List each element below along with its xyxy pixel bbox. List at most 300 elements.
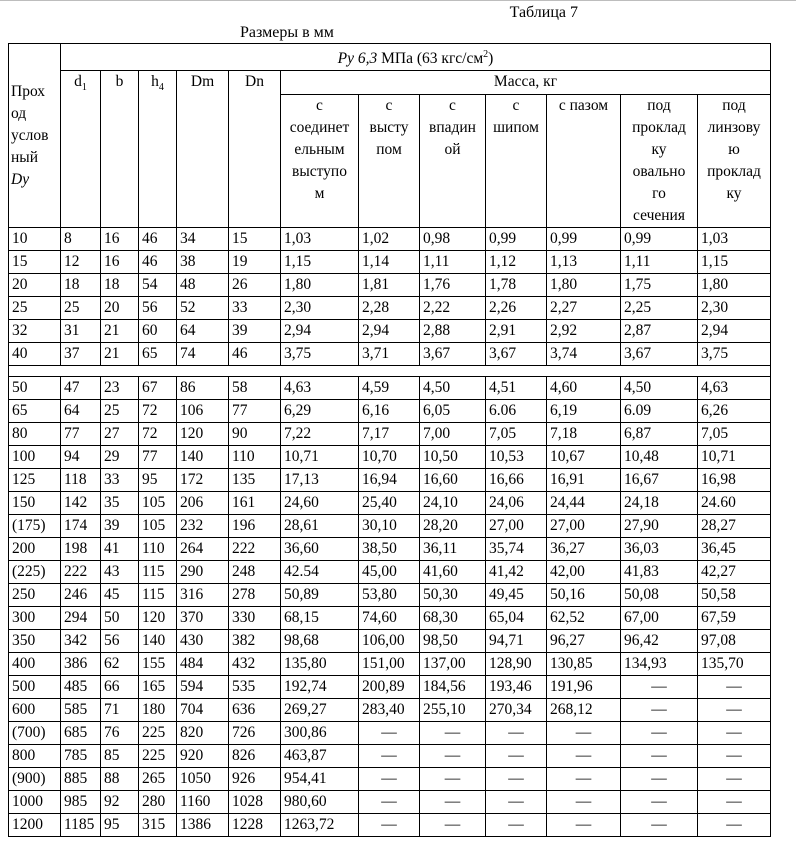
- table-cell: 88: [101, 768, 139, 791]
- mass-column-header-line: ку: [726, 185, 742, 203]
- top-rule: [0, 0, 796, 1]
- table-cell: —: [621, 722, 698, 745]
- table-cell: 222: [229, 538, 281, 561]
- table-cell: 90: [229, 423, 281, 446]
- table-cell: 115: [139, 584, 177, 607]
- table-cell: 62: [101, 653, 139, 676]
- table-cell: 0,99: [621, 228, 698, 251]
- table-cell: 92: [101, 791, 139, 814]
- table-cell: 200,89: [359, 676, 420, 699]
- table-cell: 1,03: [281, 228, 359, 251]
- table-cell: 954,41: [281, 768, 359, 791]
- table-cell: 198: [61, 538, 101, 561]
- table-cell: 34: [177, 228, 229, 251]
- mass-column-header-line: с: [385, 97, 393, 115]
- table-cell: 85: [101, 745, 139, 768]
- mass-column-header-line: впадин: [429, 119, 476, 137]
- table-cell: 278: [229, 584, 281, 607]
- table-cell: 280: [139, 791, 177, 814]
- table-cell: 16,98: [698, 469, 771, 492]
- table-cell: 56: [101, 630, 139, 653]
- table-cell: 1,13: [547, 251, 621, 274]
- table-cell: 1,14: [359, 251, 420, 274]
- table-cell: 200: [9, 538, 61, 561]
- table-cell: 330: [229, 607, 281, 630]
- table-cell: 72: [139, 423, 177, 446]
- table-cell: —: [420, 768, 486, 791]
- table-cell: 118: [61, 469, 101, 492]
- table-cell: 1,15: [281, 251, 359, 274]
- table-cell: 42,27: [698, 561, 771, 584]
- table-cell: (700): [9, 722, 61, 745]
- table-cell: (225): [9, 561, 61, 584]
- dy-header-line: Прох: [11, 82, 46, 100]
- mass-column-header-line: ельным: [294, 141, 345, 159]
- table-cell: 96,27: [547, 630, 621, 653]
- table-row: [9, 377, 771, 400]
- table-cell: 3,75: [698, 343, 771, 366]
- table-cell: 430: [177, 630, 229, 653]
- table-cell: 38,50: [359, 538, 420, 561]
- table-cell: 105: [139, 515, 177, 538]
- table-row: [9, 297, 771, 320]
- table-cell: 18: [61, 274, 101, 297]
- table-cell: 3,67: [486, 343, 547, 366]
- table-cell: 191,96: [547, 676, 621, 699]
- table-cell: —: [698, 699, 771, 722]
- table-cell: 2,25: [621, 297, 698, 320]
- table-cell: 6,87: [621, 423, 698, 446]
- table-cell: 15: [9, 251, 61, 274]
- table-cell: 105: [139, 492, 177, 515]
- table-cell: 6,19: [547, 400, 621, 423]
- mass-column-header-line: под: [722, 97, 746, 115]
- table-row: [9, 423, 771, 446]
- table-cell: 300,86: [281, 722, 359, 745]
- table-cell: 535: [229, 676, 281, 699]
- table-cell: 45,00: [359, 561, 420, 584]
- table-cell: 685: [61, 722, 101, 745]
- table-caption: Таблица 7: [509, 4, 578, 21]
- table-cell: 196: [229, 515, 281, 538]
- table-cell: 2,30: [698, 297, 771, 320]
- table-cell: 342: [61, 630, 101, 653]
- table-cell: 206: [177, 492, 229, 515]
- table-cell: 20: [9, 274, 61, 297]
- table-cell: 785: [61, 745, 101, 768]
- table-cell: (175): [9, 515, 61, 538]
- table-cell: 1050: [177, 768, 229, 791]
- table-cell: 36,45: [698, 538, 771, 561]
- table-row: [9, 469, 771, 492]
- mass-column-header: [359, 95, 420, 228]
- table-cell: 134,93: [621, 653, 698, 676]
- table-cell: 400: [9, 653, 61, 676]
- mass-column-header-line: овально: [632, 163, 686, 181]
- table-cell: 7,00: [420, 423, 486, 446]
- table-cell: 39: [101, 515, 139, 538]
- mass-column-header-line: соединет: [289, 119, 350, 137]
- table-cell: 25,40: [359, 492, 420, 515]
- table-cell: 1,81: [359, 274, 420, 297]
- table-cell: 4,50: [420, 377, 486, 400]
- table-cell: 64: [61, 400, 101, 423]
- table-row: [9, 722, 771, 745]
- table-cell: 49,45: [486, 584, 547, 607]
- table-cell: —: [547, 768, 621, 791]
- table-cell: 594: [177, 676, 229, 699]
- table-cell: 30,10: [359, 515, 420, 538]
- table-cell: 165: [139, 676, 177, 699]
- table-cell: 74,60: [359, 607, 420, 630]
- table-cell: 500: [9, 676, 61, 699]
- table-cell: 27,00: [486, 515, 547, 538]
- table-cell: 2,28: [359, 297, 420, 320]
- table-cell: —: [359, 722, 420, 745]
- table-cell: 24,06: [486, 492, 547, 515]
- table-cell: 42,00: [547, 561, 621, 584]
- table-cell: 2,92: [547, 320, 621, 343]
- table-cell: 350: [9, 630, 61, 653]
- table-cell: —: [547, 745, 621, 768]
- table-row: [9, 584, 771, 607]
- table-row: [9, 791, 771, 814]
- table-row: [9, 561, 771, 584]
- table-cell: 135,70: [698, 653, 771, 676]
- table-cell: 432: [229, 653, 281, 676]
- table-cell: 52: [177, 297, 229, 320]
- table-cell: 16: [101, 228, 139, 251]
- table-row: [9, 538, 771, 561]
- table-cell: 43: [101, 561, 139, 584]
- table-cell: 16,66: [486, 469, 547, 492]
- table-cell: 232: [177, 515, 229, 538]
- table-cell: 68,30: [420, 607, 486, 630]
- table-cell: 18: [101, 274, 139, 297]
- table-cell: 95: [101, 814, 139, 837]
- table-cell: 585: [61, 699, 101, 722]
- table-cell: 2,94: [698, 320, 771, 343]
- table-row: [9, 676, 771, 699]
- table-cell: —: [621, 791, 698, 814]
- table-cell: 7,05: [486, 423, 547, 446]
- table-cell: —: [486, 745, 547, 768]
- table-cell: 100: [9, 446, 61, 469]
- table-cell: 10,71: [698, 446, 771, 469]
- table-row: [9, 492, 771, 515]
- table-cell: —: [698, 791, 771, 814]
- mass-column-header-line: с пазом: [558, 97, 609, 115]
- table-cell: 20: [101, 297, 139, 320]
- table-cell: 1185: [61, 814, 101, 837]
- table-cell: 0,98: [420, 228, 486, 251]
- table-cell: 58: [229, 377, 281, 400]
- table-cell: 2,87: [621, 320, 698, 343]
- table-cell: 77: [61, 423, 101, 446]
- table-cell: 1,12: [486, 251, 547, 274]
- table-cell: 50,30: [420, 584, 486, 607]
- table-cell: 270,34: [486, 699, 547, 722]
- table-cell: 36,03: [621, 538, 698, 561]
- table-cell: 2,30: [281, 297, 359, 320]
- table-row: [9, 274, 771, 297]
- mass-column-header-line: м: [314, 185, 325, 203]
- table-cell: 39: [229, 320, 281, 343]
- table-cell: 4,60: [547, 377, 621, 400]
- mass-column-header: [281, 95, 359, 228]
- dy-header-line: услов: [11, 126, 49, 144]
- table-cell: 38: [177, 251, 229, 274]
- table-cell: 4,63: [281, 377, 359, 400]
- dn-header: Dn: [229, 71, 281, 228]
- table-cell: 46: [139, 251, 177, 274]
- mass-column-header-line: под: [647, 97, 671, 115]
- table-cell: 726: [229, 722, 281, 745]
- table-cell: 128,90: [486, 653, 547, 676]
- table-cell: 24,60: [281, 492, 359, 515]
- table-cell: 21: [101, 343, 139, 366]
- table-cell: 80: [9, 423, 61, 446]
- table-cell: 24,44: [547, 492, 621, 515]
- table-cell: 161: [229, 492, 281, 515]
- mass-column-header-line: линзову: [707, 119, 761, 137]
- table-cell: 2,22: [420, 297, 486, 320]
- table-cell: 1,75: [621, 274, 698, 297]
- table-cell: 316: [177, 584, 229, 607]
- table-cell: 6,16: [359, 400, 420, 423]
- table-cell: 222: [61, 561, 101, 584]
- table-row: [9, 446, 771, 469]
- table-cell: 16: [101, 251, 139, 274]
- table-cell: 50,08: [621, 584, 698, 607]
- table-cell: 140: [139, 630, 177, 653]
- table-cell: 65: [9, 400, 61, 423]
- table-cell: 463,87: [281, 745, 359, 768]
- table-row: [9, 515, 771, 538]
- table-cell: 10,70: [359, 446, 420, 469]
- table-cell: 94,71: [486, 630, 547, 653]
- mass-column-header-line: ку: [651, 141, 667, 159]
- table-cell: 0,99: [486, 228, 547, 251]
- table-cell: 24,18: [621, 492, 698, 515]
- table-cell: 10: [9, 228, 61, 251]
- table-cell: 250: [9, 584, 61, 607]
- table-cell: 248: [229, 561, 281, 584]
- table-cell: 6,05: [420, 400, 486, 423]
- table-cell: 184,56: [420, 676, 486, 699]
- table-cell: 33: [101, 469, 139, 492]
- mass-column-header: [486, 95, 547, 228]
- table-cell: —: [621, 676, 698, 699]
- mass-column-header-line: пом: [376, 141, 402, 159]
- table-cell: —: [698, 676, 771, 699]
- mass-column-header-line: ой: [444, 141, 461, 159]
- table-cell: 31: [61, 320, 101, 343]
- table-cell: 1228: [229, 814, 281, 837]
- table-cell: 264: [177, 538, 229, 561]
- table-cell: 269,27: [281, 699, 359, 722]
- table-cell: 16,60: [420, 469, 486, 492]
- table-cell: 1028: [229, 791, 281, 814]
- table-cell: —: [359, 791, 420, 814]
- table-cell: 174: [61, 515, 101, 538]
- table-cell: 46: [139, 228, 177, 251]
- table-cell: 10,71: [281, 446, 359, 469]
- table-cell: 636: [229, 699, 281, 722]
- table-cell: 920: [177, 745, 229, 768]
- table-cell: 48: [177, 274, 229, 297]
- table-cell: —: [486, 791, 547, 814]
- table-cell: 19: [229, 251, 281, 274]
- table-cell: 54: [139, 274, 177, 297]
- table-cell: —: [698, 745, 771, 768]
- table-cell: 35: [101, 492, 139, 515]
- table-cell: 2,91: [486, 320, 547, 343]
- table-cell: 67: [139, 377, 177, 400]
- table-cell: —: [621, 699, 698, 722]
- table-row: [9, 320, 771, 343]
- table-cell: 3,67: [420, 343, 486, 366]
- mass-column-header: [698, 95, 771, 228]
- dy-header-line: ный: [11, 148, 39, 166]
- table-cell: 3,71: [359, 343, 420, 366]
- table-cell: 50,16: [547, 584, 621, 607]
- table-cell: 32: [9, 320, 61, 343]
- table-cell: 2,26: [486, 297, 547, 320]
- units-note: Размеры в мм: [240, 24, 334, 41]
- table-row: [9, 653, 771, 676]
- table-cell: 36,11: [420, 538, 486, 561]
- table-cell: —: [359, 814, 420, 837]
- table-cell: 294: [61, 607, 101, 630]
- table-cell: 25: [9, 297, 61, 320]
- table-cell: 47: [61, 377, 101, 400]
- table-cell: 28,27: [698, 515, 771, 538]
- table-cell: 1200: [9, 814, 61, 837]
- table-cell: —: [420, 722, 486, 745]
- table-cell: 885: [61, 768, 101, 791]
- table-cell: 12: [61, 251, 101, 274]
- table-row: [9, 343, 771, 366]
- mass-column-header-line: с: [512, 97, 520, 115]
- mass-column-header-line: высту: [369, 119, 409, 137]
- table-cell: 50,89: [281, 584, 359, 607]
- table-cell: 826: [229, 745, 281, 768]
- table-cell: 1,02: [359, 228, 420, 251]
- table-cell: 8: [61, 228, 101, 251]
- table-cell: 10,50: [420, 446, 486, 469]
- pressure-header: Py 6,3 МПа (63 кгс/$см^2$): [61, 44, 771, 71]
- table-row: [9, 228, 771, 251]
- mass-column-header-line: с: [449, 97, 456, 115]
- table-cell: 96,42: [621, 630, 698, 653]
- table-cell: 66: [101, 676, 139, 699]
- table-cell: 67,59: [698, 607, 771, 630]
- table-cell: 151,00: [359, 653, 420, 676]
- table-cell: 1,03: [698, 228, 771, 251]
- table-cell: 26: [229, 274, 281, 297]
- table-cell: 135,80: [281, 653, 359, 676]
- table-cell: 125: [9, 469, 61, 492]
- table-cell: 28,20: [420, 515, 486, 538]
- table-cell: 110: [229, 446, 281, 469]
- table-cell: 3,67: [621, 343, 698, 366]
- table-cell: 120: [177, 423, 229, 446]
- mass-header: Масса, кг: [281, 71, 771, 95]
- table-cell: —: [698, 814, 771, 837]
- table-cell: 600: [9, 699, 61, 722]
- table-cell: 6.06: [486, 400, 547, 423]
- table-cell: 1,78: [486, 274, 547, 297]
- table-cell: —: [547, 791, 621, 814]
- table-cell: 110: [139, 538, 177, 561]
- table-cell: 17,13: [281, 469, 359, 492]
- table-row: [9, 607, 771, 630]
- table-cell: 4,59: [359, 377, 420, 400]
- table-cell: 926: [229, 768, 281, 791]
- table-cell: 50: [9, 377, 61, 400]
- table-cell: 77: [139, 446, 177, 469]
- table-cell: 7,05: [698, 423, 771, 446]
- table-cell: 29: [101, 446, 139, 469]
- table-cell: —: [547, 722, 621, 745]
- table-cell: 25: [61, 297, 101, 320]
- table-cell: 86: [177, 377, 229, 400]
- table-cell: —: [486, 768, 547, 791]
- table-cell: 45: [101, 584, 139, 607]
- table-cell: 315: [139, 814, 177, 837]
- table-cell: 10,53: [486, 446, 547, 469]
- table-cell: 255,10: [420, 699, 486, 722]
- table-cell: 4,51: [486, 377, 547, 400]
- table-cell: 77: [229, 400, 281, 423]
- mass-column-header-line: с: [316, 97, 323, 115]
- table-cell: 172: [177, 469, 229, 492]
- table-cell: 6,26: [698, 400, 771, 423]
- table-cell: 65,04: [486, 607, 547, 630]
- table-cell: —: [621, 745, 698, 768]
- table-cell: —: [359, 768, 420, 791]
- table-cell: 1160: [177, 791, 229, 814]
- flange-dimensions-table: [8, 43, 771, 837]
- table-cell: 142: [61, 492, 101, 515]
- table-cell: 24,10: [420, 492, 486, 515]
- mass-column-header-line: ю: [728, 141, 740, 159]
- table-row: [9, 251, 771, 274]
- mass-column-header: [547, 95, 621, 228]
- table-cell: 115: [139, 561, 177, 584]
- table-cell: 1,11: [420, 251, 486, 274]
- table-cell: 71: [101, 699, 139, 722]
- table-cell: 65: [139, 343, 177, 366]
- table-cell: 41,60: [420, 561, 486, 584]
- table-cell: 2,94: [281, 320, 359, 343]
- table-cell: —: [359, 745, 420, 768]
- table-cell: —: [420, 791, 486, 814]
- table-cell: (900): [9, 768, 61, 791]
- table-cell: 155: [139, 653, 177, 676]
- table-cell: 140: [177, 446, 229, 469]
- table-cell: —: [420, 814, 486, 837]
- table-cell: 820: [177, 722, 229, 745]
- table-cell: 265: [139, 768, 177, 791]
- table-cell: 33: [229, 297, 281, 320]
- table-cell: 7,18: [547, 423, 621, 446]
- table-cell: 120: [139, 607, 177, 630]
- table-cell: 95: [139, 469, 177, 492]
- table-cell: 35,74: [486, 538, 547, 561]
- table-cell: 283,40: [359, 699, 420, 722]
